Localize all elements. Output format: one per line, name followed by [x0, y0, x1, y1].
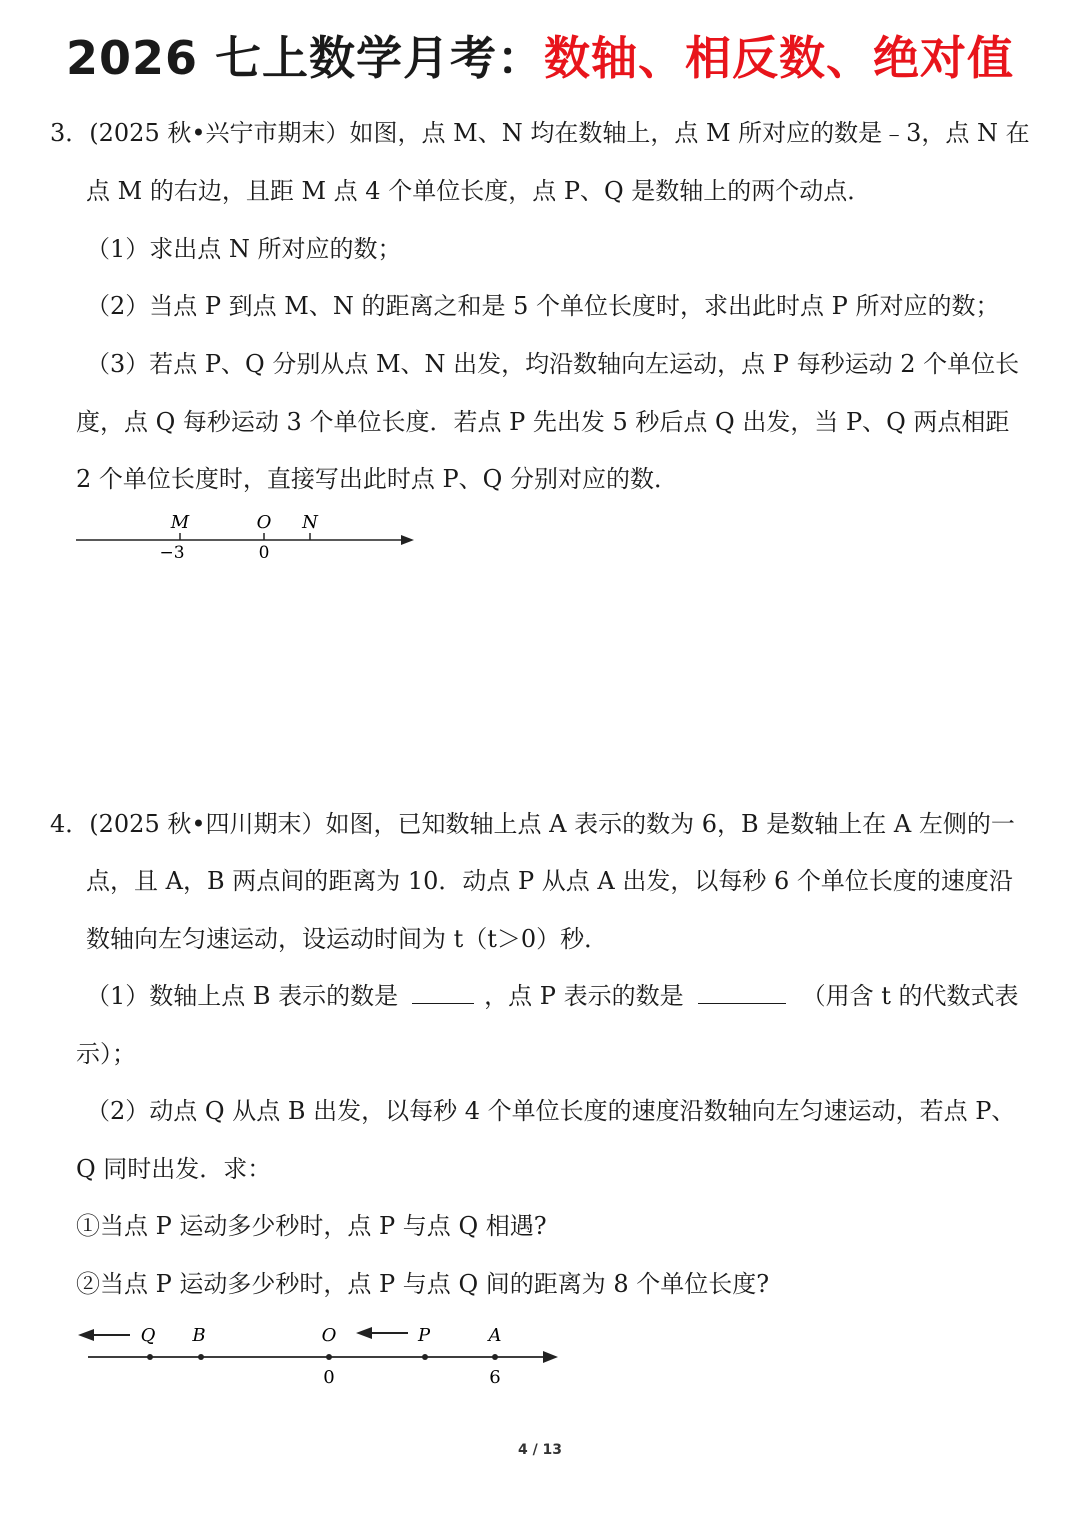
q3-stem-line-1: 3．(2025 秋•兴宁市期末）如图，点 M、N 均在数轴上，点 M 所对应的数是﹣3，点 N 在: [50, 119, 1030, 147]
q3-part-3-line-1: （3）若点 P、Q 分别从点 M、N 出发，均沿数轴向左运动，点 P 每秒运动 2 个单位长: [86, 350, 1020, 378]
q3-label-o: O: [256, 512, 272, 533]
q4-part-1-text-a: （1）数轴上点 B 表示的数是: [86, 982, 399, 1010]
q4-point-a: [492, 1354, 498, 1360]
q4-sub-question-1: ①当点 P 运动多少秒时，点 P 与点 Q 相遇?: [76, 1212, 547, 1240]
q4-part-2-line-2: Q 同时出发．求：: [76, 1155, 272, 1183]
q4-label-a: A: [488, 1325, 502, 1346]
q4-tick-label-6: 6: [489, 1367, 501, 1388]
q4-part-1-line-2: 示）；: [76, 1040, 136, 1068]
q4-label-q: Q: [140, 1325, 156, 1346]
q3-stem-line-2: 点 M 的右边，且距 M 点 4 个单位长度，点 P、Q 是数轴上的两个动点．: [86, 177, 872, 205]
q3-part-3-line-3: 2 个单位长度时，直接写出此时点 P、Q 分别对应的数．: [76, 465, 678, 493]
q4-point-o: [326, 1354, 332, 1360]
q3-label-m: M: [170, 512, 190, 533]
q4-sub-question-2: ②当点 P 运动多少秒时，点 P 与点 Q 间的距离为 8 个单位长度?: [76, 1270, 770, 1298]
q3-label-n: N: [302, 512, 318, 533]
q4-part-1-text-b: ，点 P 表示的数是: [484, 982, 684, 1010]
q4-tick-label-0: 0: [323, 1367, 335, 1388]
q4-arrow-q-left-icon: [78, 1329, 94, 1341]
q3-part-3-line-2: 度，点 Q 每秒运动 3 个单位长度．若点 P 先出发 5 秒后点 Q 出发，当 P、Q 两点相距: [76, 408, 1010, 436]
q3-tick-label-minus3: −3: [159, 543, 185, 563]
q4-part-2-line-1: （2）动点 Q 从点 B 出发，以每秒 4 个单位长度的速度沿数轴向左匀速运动，若点 P、: [86, 1097, 1016, 1125]
q4-point-p: [422, 1354, 428, 1360]
q4-stem-line-2: 点，且 A，B 两点间的距离为 10．动点 P 从点 A 出发，以每秒 6 个单位长度的速度沿: [86, 867, 1013, 895]
q4-part-1-text-c: （用含 t 的代数式表: [801, 982, 1019, 1010]
q4-point-q: [147, 1354, 153, 1360]
q4-label-b: B: [192, 1325, 206, 1346]
q3-part-1: （1）求出点 N 所对应的数；: [86, 235, 402, 263]
q4-label-p: P: [417, 1325, 431, 1346]
q4-label-o: O: [321, 1325, 337, 1346]
title-main: 2026 七上数学月考：: [65, 31, 545, 85]
q3-tick-label-0: 0: [258, 543, 270, 563]
q4-stem-line-3: 数轴向左匀速运动，设运动时间为 t（t＞0）秒．: [86, 925, 609, 953]
q3-part-2: （2）当点 P 到点 M、N 的距离之和是 5 个单位长度时，求出此时点 P 所对应的数；: [86, 292, 1000, 320]
q4-point-b: [198, 1354, 204, 1360]
title-topic: 数轴、相反数、绝对值: [544, 31, 1015, 85]
q4-axis-arrow: [543, 1351, 558, 1363]
q4-arrow-p-left-icon: [356, 1327, 372, 1339]
q4-stem-line-1: 4．(2025 秋•四川期末）如图，已知数轴上点 A 表示的数为 6，B 是数轴上在 A 左侧的一: [50, 810, 1015, 838]
page-number: 4 / 13: [517, 1442, 563, 1458]
